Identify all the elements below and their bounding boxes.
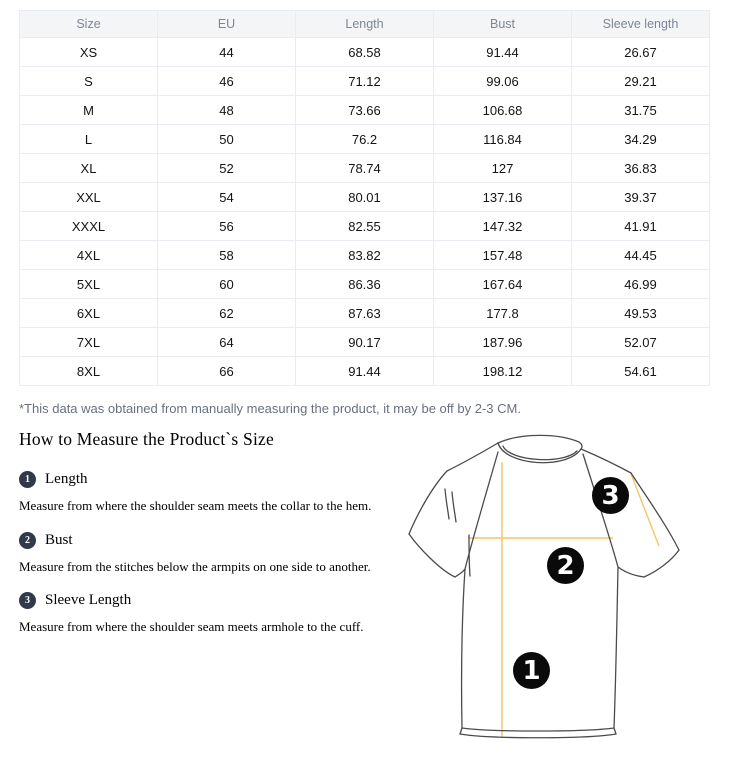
- table-cell: L: [20, 125, 158, 154]
- table-cell: 44.45: [572, 241, 710, 270]
- table-cell: 68.58: [296, 38, 434, 67]
- table-cell: 116.84: [434, 125, 572, 154]
- column-header: Sleeve length: [572, 11, 710, 38]
- table-cell: 39.37: [572, 183, 710, 212]
- table-cell: 157.48: [434, 241, 572, 270]
- measure-item-label: Sleeve Length: [45, 592, 132, 609]
- table-row: [20, 270, 710, 299]
- table-cell: 73.66: [296, 96, 434, 125]
- measure-item-number-badge: 2: [19, 532, 36, 549]
- table-cell: 46.99: [572, 270, 710, 299]
- table-row: [20, 67, 710, 96]
- table-cell: 90.17: [296, 328, 434, 357]
- tshirt-outline-svg: [395, 425, 729, 766]
- table-row: [20, 183, 710, 212]
- table-cell: 7XL: [20, 328, 158, 357]
- table-row: [20, 154, 710, 183]
- table-cell: 26.67: [572, 38, 710, 67]
- table-cell: 52.07: [572, 328, 710, 357]
- measure-section: [19, 429, 394, 653]
- size-table: [19, 10, 710, 386]
- diagram-marker-length: 1: [513, 652, 550, 689]
- table-cell: 54: [158, 183, 296, 212]
- table-cell: 99.06: [434, 67, 572, 96]
- table-cell: 50: [158, 125, 296, 154]
- table-row: [20, 38, 710, 67]
- table-row: [20, 96, 710, 125]
- measure-item-label: Bust: [45, 531, 73, 548]
- table-cell: 82.55: [296, 212, 434, 241]
- table-cell: XXXL: [20, 212, 158, 241]
- measure-item: [19, 471, 394, 515]
- table-cell: 91.44: [296, 357, 434, 386]
- table-cell: 62: [158, 299, 296, 328]
- tshirt-outline: [409, 435, 679, 737]
- measure-item-head: [19, 592, 394, 609]
- table-cell: 46: [158, 67, 296, 96]
- table-cell: 52: [158, 154, 296, 183]
- measure-title: How to Measure the Product`s Size: [19, 429, 274, 449]
- measure-item-number-badge: 1: [19, 471, 36, 488]
- table-cell: 29.21: [572, 67, 710, 96]
- table-cell: 54.61: [572, 357, 710, 386]
- size-table-body: [20, 38, 710, 386]
- table-cell: 86.36: [296, 270, 434, 299]
- table-cell: 106.68: [434, 96, 572, 125]
- table-cell: 80.01: [296, 183, 434, 212]
- table-row: [20, 299, 710, 328]
- diagram-marker-sleeve: 3: [592, 477, 629, 514]
- measure-item-description: Measure from where the shoulder seam meets armhole to the cuff.: [19, 619, 364, 635]
- table-cell: 41.91: [572, 212, 710, 241]
- table-cell: 127: [434, 154, 572, 183]
- tshirt-diagram: [395, 425, 729, 766]
- measure-items: [19, 471, 394, 636]
- table-cell: 187.96: [434, 328, 572, 357]
- table-cell: 177.8: [434, 299, 572, 328]
- measurement-lines: [468, 462, 659, 737]
- measure-item-head: [19, 532, 394, 549]
- table-cell: 76.2: [296, 125, 434, 154]
- table-cell: 64: [158, 328, 296, 357]
- table-cell: M: [20, 96, 158, 125]
- table-cell: 83.82: [296, 241, 434, 270]
- table-row: [20, 357, 710, 386]
- table-cell: 34.29: [572, 125, 710, 154]
- table-cell: 31.75: [572, 96, 710, 125]
- table-cell: 198.12: [434, 357, 572, 386]
- measure-item-description: Measure from where the shoulder seam meets the collar to the hem.: [19, 498, 372, 513]
- table-cell: 137.16: [434, 183, 572, 212]
- table-cell: 71.12: [296, 67, 434, 96]
- table-cell: XS: [20, 38, 158, 67]
- table-row: [20, 125, 710, 154]
- table-cell: 8XL: [20, 357, 158, 386]
- table-cell: 91.44: [434, 38, 572, 67]
- table-cell: 56: [158, 212, 296, 241]
- table-cell: S: [20, 67, 158, 96]
- measure-item-number-badge: 3: [19, 592, 36, 609]
- column-header: Bust: [434, 11, 572, 38]
- table-cell: 167.64: [434, 270, 572, 299]
- table-cell: 5XL: [20, 270, 158, 299]
- measure-item-description: Measure from the stitches below the armpits on one side to another.: [19, 558, 371, 574]
- table-row: [20, 212, 710, 241]
- measure-item-head: [19, 471, 394, 488]
- column-header: Length: [296, 11, 434, 38]
- table-cell: 147.32: [434, 212, 572, 241]
- column-header: Size: [20, 11, 158, 38]
- measure-item: [19, 532, 394, 576]
- measure-note: *This data was obtained from manually measuring the product, it may be off by 2-3 CM.: [19, 401, 521, 416]
- table-cell: XXL: [20, 183, 158, 212]
- column-header: EU: [158, 11, 296, 38]
- table-cell: 87.63: [296, 299, 434, 328]
- size-table-head-row: [20, 11, 710, 38]
- table-cell: 60: [158, 270, 296, 299]
- diagram-marker-bust: 2: [547, 547, 584, 584]
- table-cell: 48: [158, 96, 296, 125]
- measure-item-label: Length: [45, 471, 88, 487]
- table-row: [20, 328, 710, 357]
- table-cell: 4XL: [20, 241, 158, 270]
- table-cell: 78.74: [296, 154, 434, 183]
- table-cell: 66: [158, 357, 296, 386]
- table-cell: 36.83: [572, 154, 710, 183]
- table-cell: 49.53: [572, 299, 710, 328]
- table-row: [20, 241, 710, 270]
- table-cell: 6XL: [20, 299, 158, 328]
- table-cell: 44: [158, 38, 296, 67]
- measure-item: [19, 592, 394, 636]
- table-cell: 58: [158, 241, 296, 270]
- table-cell: XL: [20, 154, 158, 183]
